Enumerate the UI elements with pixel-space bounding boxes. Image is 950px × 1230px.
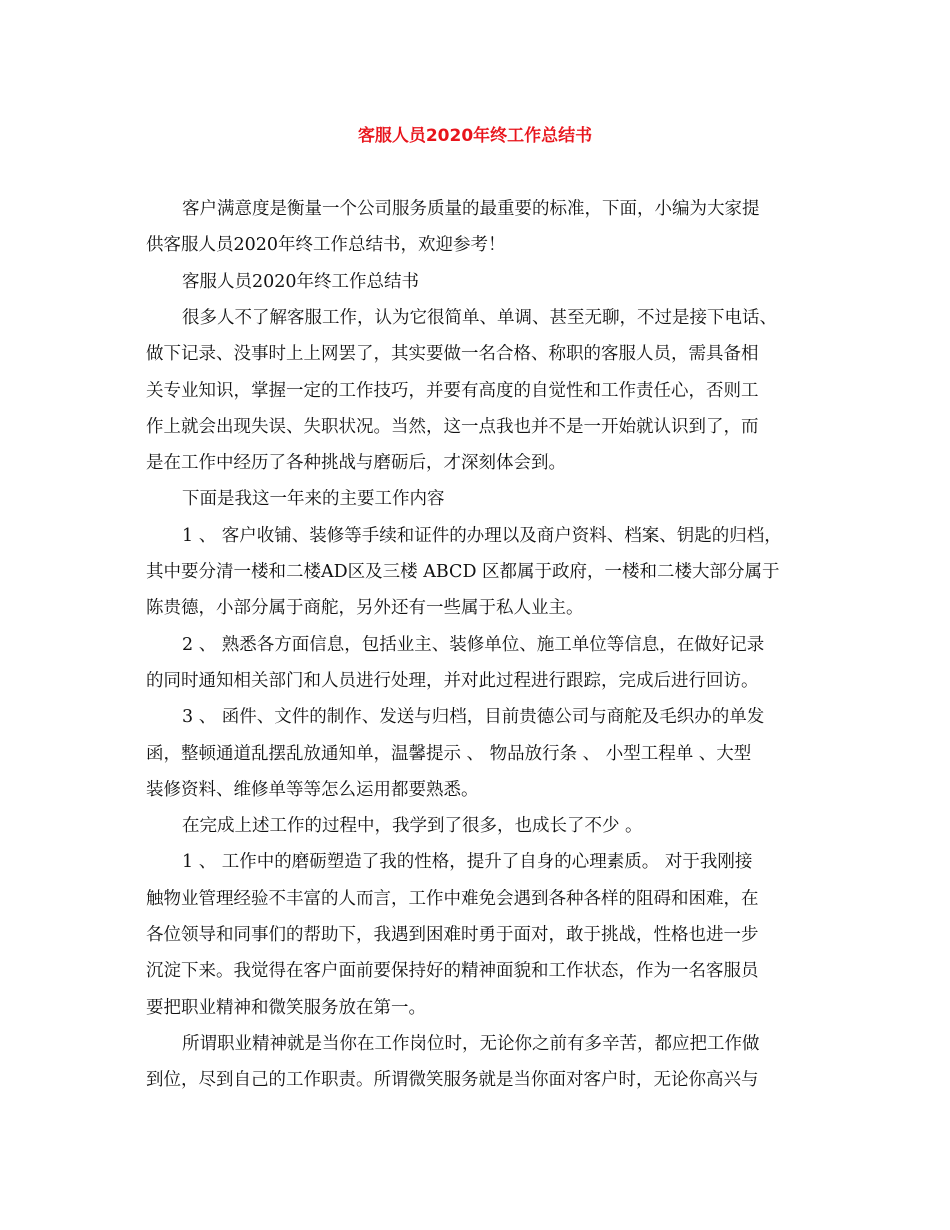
text-line: 触物业管理经验不丰富的人而言，工作中难免会遇到各种各样的阻碍和困难，在 [146,888,759,909]
text-line: 要把职业精神和微笑服务放在第一。 [146,997,426,1018]
document-title: 客服人员2020年终工作总结书 [357,126,593,146]
text-line: 1 、 客户收铺、装修等手续和证件的办理以及商户资料、档案、钥匙的归档， [182,525,782,546]
text-line: 关专业知识，掌握一定的工作技巧，并要有高度的自觉性和工作责任心，否则工 [146,380,759,401]
text-line: 陈贵德，小部分属于商舵，另外还有一些属于私人业主。 [146,598,584,619]
text-line: 下面是我这一年来的主要工作内容 [182,489,445,510]
text-line: 客服人员2020年终工作总结书 [182,271,420,292]
text-line: 2 、 熟悉各方面信息，包括业主、装修单位、施工单位等信息，在做好记录 [182,634,765,655]
text-line: 客户满意度是衡量一个公司服务质量的最重要的标准，下面，小编为大家提 [182,199,760,219]
text-line: 所谓职业精神就是当你在工作岗位时，无论你之前有多辛苦，都应把工作做 [182,1033,760,1054]
text-line: 其中要分清一楼和二楼AD区及三楼 ABCD 区都属于政府，一楼和二楼大部分属于 [146,562,780,582]
text-line: 装修资料、维修单等等怎么运用都要熟悉。 [146,779,479,800]
text-line: 沉淀下来。我觉得在客户面前要保持好的精神面貌和工作状态，作为一名客服员 [146,961,759,982]
text-line: 到位，尽到自己的工作职责。所谓微笑服务就是当你面对客户时，无论你高兴与 [146,1070,759,1091]
text-line: 3 、 函件、文件的制作、发送与归档，目前贵德公司与商舵及毛织办的单发 [182,707,765,728]
text-line: 的同时通知相关部门和人员进行处理，并对此过程进行跟踪，完成后进行回访。 [146,670,759,691]
text-line: 在完成上述工作的过程中，我学到了很多，也成长了不少 。 [182,816,643,837]
text-line: 各位领导和同事们的帮助下，我遇到困难时勇于面对，敢于挑战，性格也进一步 [146,925,759,945]
text-line: 函，整顿通道乱摆乱放通知单，温馨提示 、 物品放行条 、 小型工程单 、大型 [146,743,752,764]
text-line: 供客服人员2020年终工作总结书，欢迎参考！ [146,235,506,256]
text-line: 是在工作中经历了各种挑战与磨砺后，才深刻体会到。 [146,453,566,474]
text-line: 做下记录、没事时上上网罢了，其实要做一名合格、称职的客服人员，需具备相 [146,344,759,365]
text-line: 很多人不了解客服工作，认为它很简单、单调、甚至无聊，不过是接下电话、 [182,307,777,328]
text-line: 作上就会出现失误、失职状况。当然，这一点我也并不是一开始就认识到了，而 [146,416,759,437]
text-line: 1 、 工作中的磨砺塑造了我的性格，提升了自身的心理素质。 对于我刚接 [182,852,753,873]
